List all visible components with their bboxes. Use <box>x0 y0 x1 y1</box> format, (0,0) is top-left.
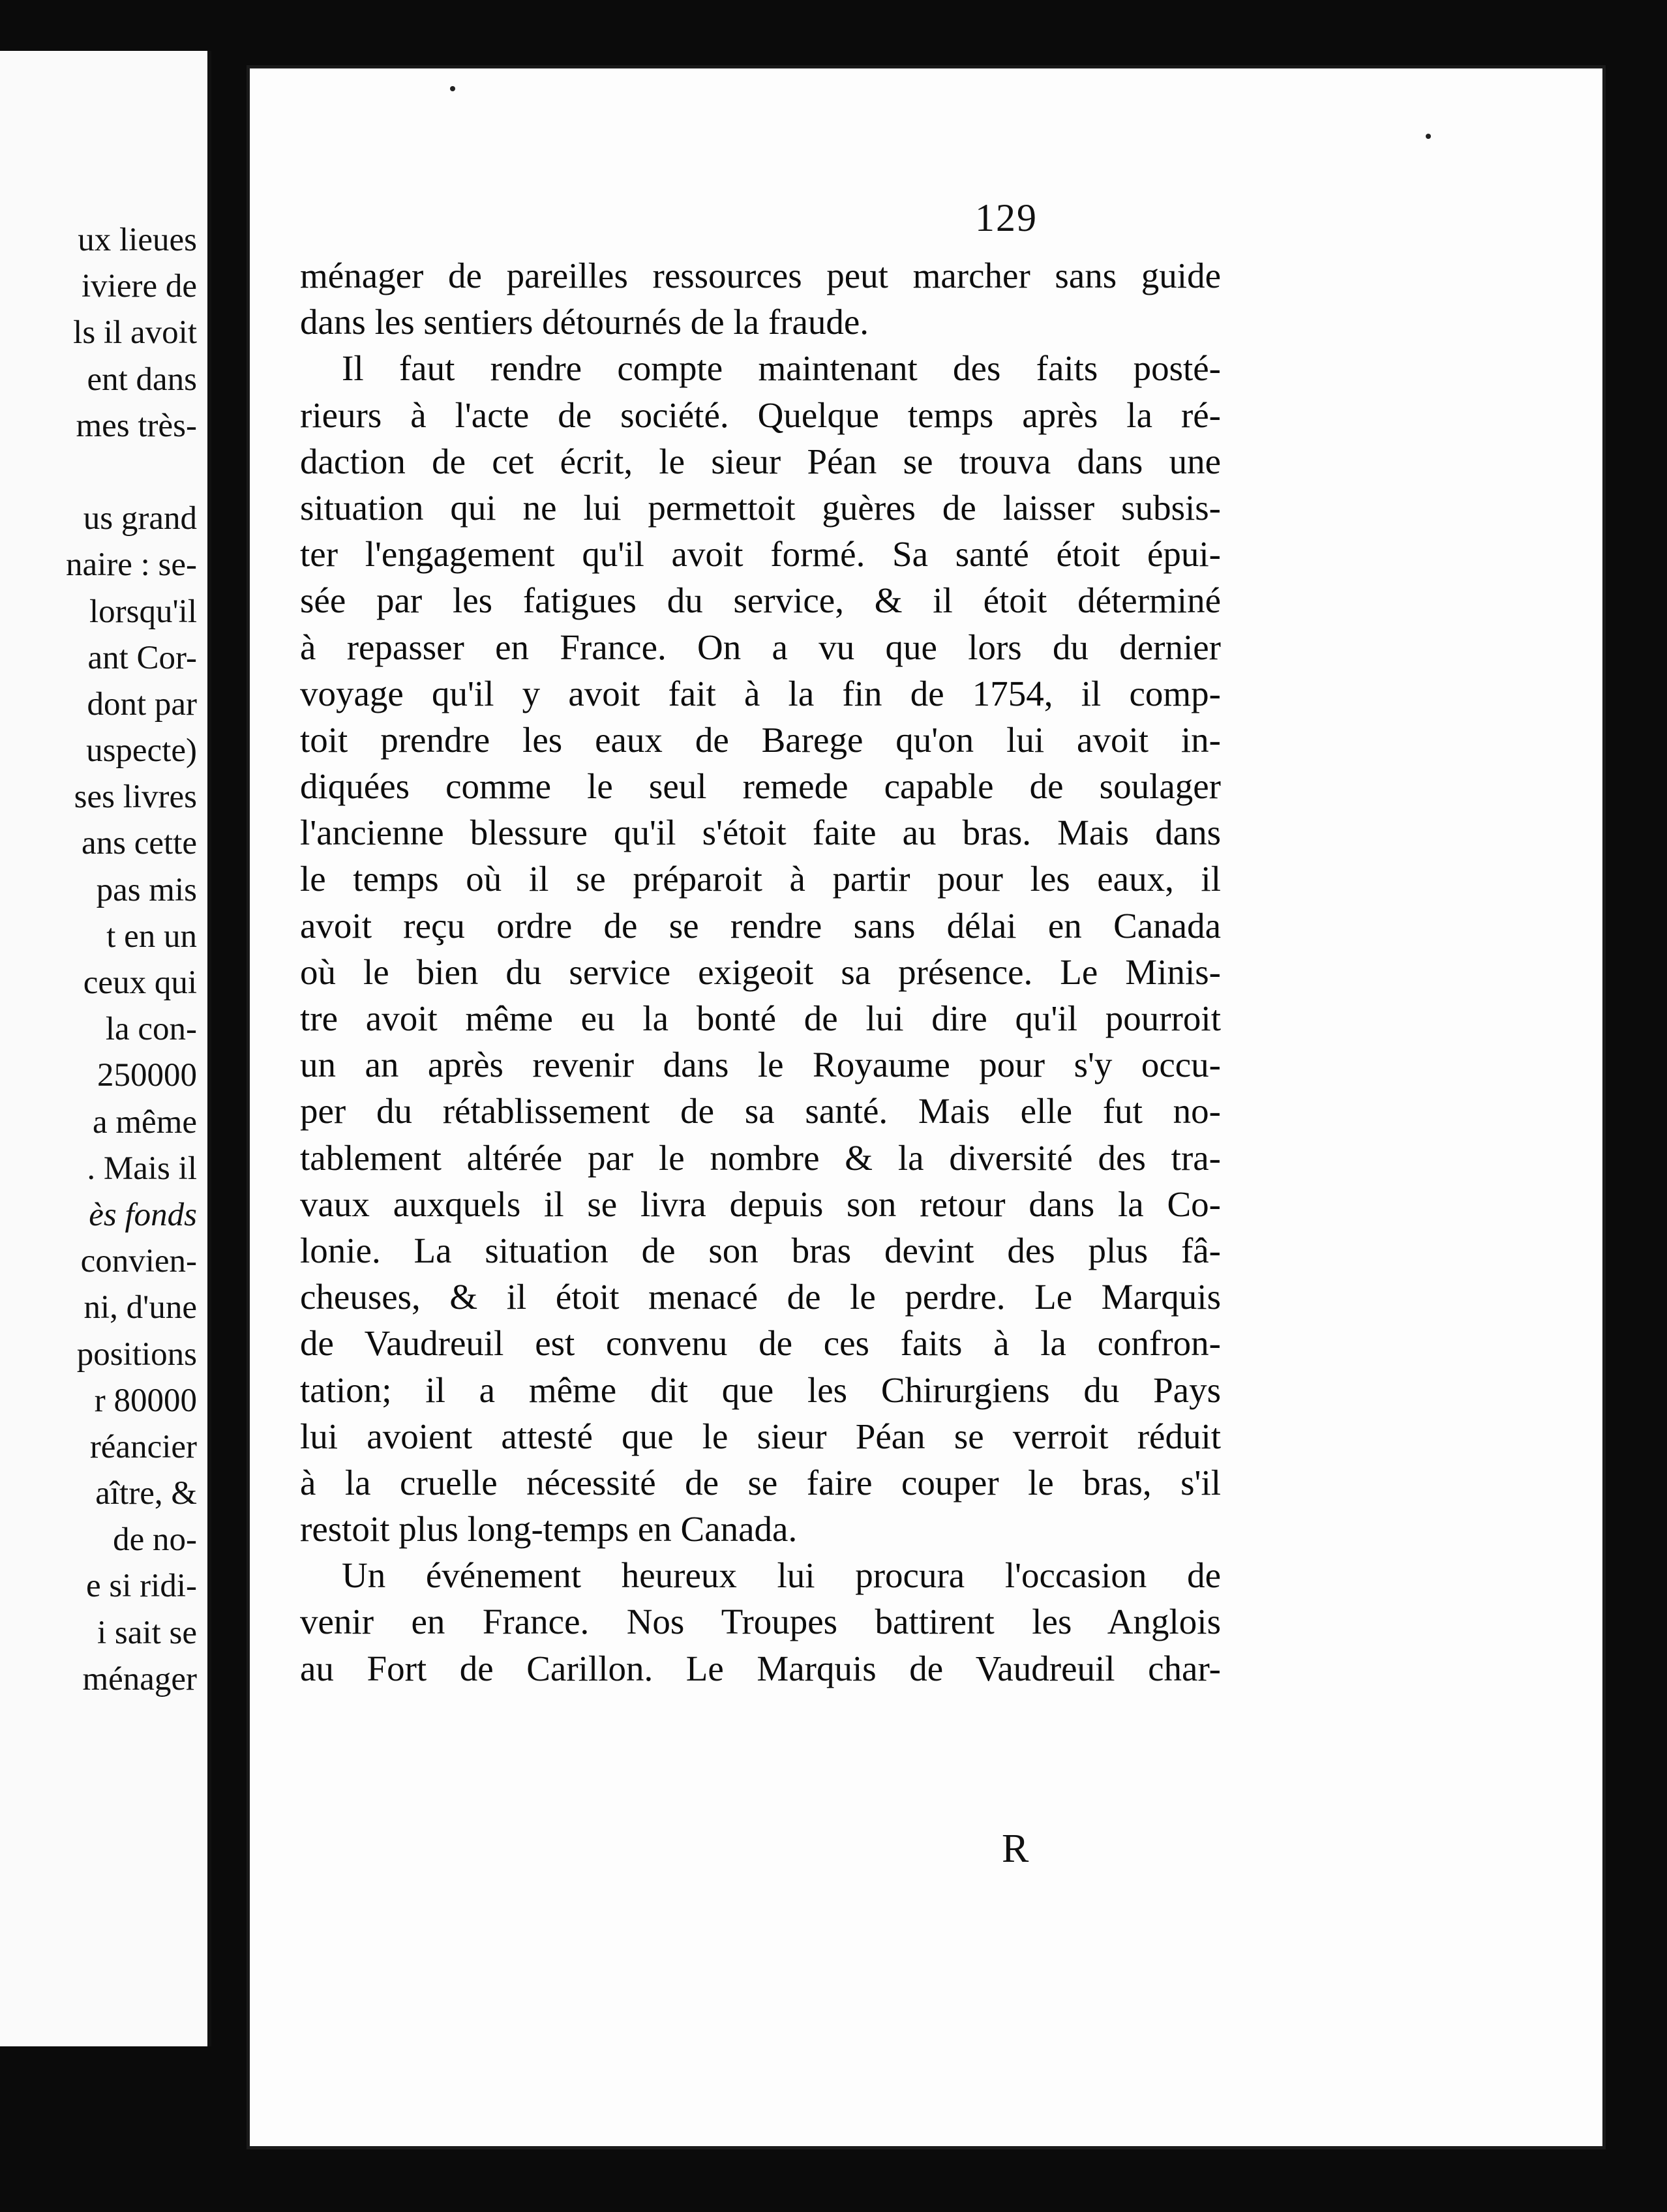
left-page-line: uspecte) <box>86 732 197 770</box>
left-page-line: positions <box>76 1336 197 1373</box>
text-line: à la cruelle nécessité de se faire couper le bras, s'il <box>300 1462 1221 1502</box>
left-page-line: ls il avoit <box>73 314 197 351</box>
left-page-line: ni, d'une <box>83 1289 197 1326</box>
scan-speck <box>1426 134 1431 139</box>
text-line: rieurs à l'acte de société. Quelque temps après la ré- <box>300 395 1221 435</box>
signature-mark: R <box>1002 1827 1029 1871</box>
text-line: le temps où il se préparoit à partir pour les eaux, il <box>300 859 1221 899</box>
text-line: tation; il a même dit que les Chirurgiens du Pays <box>300 1369 1221 1410</box>
text-line: de Vaudreuil est convenu de ces faits à la confron- <box>300 1323 1221 1364</box>
page-number: 129 <box>975 196 1038 239</box>
text-line: ter l'engagement qu'il avoit formé. Sa santé étoit épui- <box>300 534 1221 575</box>
text-line: voyage qu'il y avoit fait à la fin de 1754, il comp- <box>300 673 1221 713</box>
text-line: au Fort de Carillon. Le Marquis de Vaudreuil char- <box>300 1648 1221 1688</box>
main-page <box>247 65 1606 2149</box>
text-line: sée par les fatigues du service, & il étoit déterminé <box>300 580 1221 621</box>
left-page-line: iviere de <box>82 268 197 305</box>
text-line: Il faut rendre compte maintenant des faits posté- <box>342 348 1221 389</box>
text-line: toit prendre les eaux de Barege qu'on lui avoit in- <box>300 719 1221 760</box>
left-page-line: us grand <box>83 500 197 537</box>
text-line: un an après revenir dans le Royaume pour s'y occu- <box>300 1045 1221 1085</box>
left-page-line: i sait se <box>97 1614 197 1651</box>
text-line: diquées comme le seul remede capable de soulager <box>300 766 1221 807</box>
text-line: cheuses, & il étoit menacé de le perdre. Le Marquis <box>300 1277 1221 1317</box>
left-page-line: ceux qui <box>83 964 197 1001</box>
text-line: venir en France. Nos Troupes battirent les Anglois <box>300 1602 1221 1642</box>
left-page-line: ses livres <box>74 779 197 816</box>
text-line: tre avoit même eu la bonté de lui dire qu'il pourroit <box>300 998 1221 1038</box>
left-page-text <box>1 217 197 1703</box>
text-line: daction de cet écrit, le sieur Péan se trouva dans une <box>300 441 1221 481</box>
left-page-line: 250000 <box>97 1057 197 1094</box>
left-page-line: r 80000 <box>94 1382 197 1419</box>
left-page-line: pas mis <box>96 871 197 908</box>
text-line: avoit reçu ordre de se rendre sans délai en Canada <box>300 905 1221 946</box>
text-line: vaux auxquels il se livra depuis son retour dans la Co- <box>300 1184 1221 1224</box>
left-page-line: e si ridi- <box>86 1568 197 1605</box>
left-page-line: convien- <box>80 1243 197 1280</box>
text-line: ménager de pareilles ressources peut marcher sans guide <box>300 256 1221 295</box>
text-line: à repasser en France. On a vu que lors du dernier <box>300 627 1221 667</box>
left-page-line: naire : se- <box>65 546 197 584</box>
text-line: tablement altérée par le nombre & la diversité des tra- <box>300 1137 1221 1178</box>
left-page-line: ès fonds <box>89 1196 197 1233</box>
left-page-line: a même <box>93 1103 197 1141</box>
scan-speck <box>450 86 455 91</box>
body-text <box>300 252 1221 1692</box>
left-page-line: la con- <box>105 1011 197 1048</box>
left-page-line: mes très- <box>76 407 197 444</box>
left-page-line: t en un <box>106 918 197 955</box>
left-page-line: . Mais il <box>87 1150 197 1187</box>
left-facing-page <box>0 51 211 2046</box>
text-line: restoit plus long-temps en Canada. <box>300 1509 798 1549</box>
left-page-line: ux lieues <box>78 222 197 258</box>
text-line: Un événement heureux lui procura l'occasion de <box>342 1555 1221 1596</box>
left-page-line: ent dans <box>87 361 197 398</box>
left-page-line <box>1 449 197 496</box>
left-page-line: aître, & <box>95 1475 197 1512</box>
left-page-line: lorsqu'il <box>89 593 197 630</box>
text-line: per du rétablissement de sa santé. Mais elle fut no- <box>300 1091 1221 1131</box>
left-page-line: dont par <box>87 685 197 723</box>
left-page-line: ant Cor- <box>87 639 197 676</box>
text-line: lonie. La situation de son bras devint des plus fâ- <box>300 1230 1221 1270</box>
left-page-line: ans cette <box>82 825 197 862</box>
left-page-line: ménager <box>82 1660 197 1697</box>
text-line: situation qui ne lui permettoit guères de laisser subsis- <box>300 487 1221 528</box>
left-page-line: réancier <box>89 1428 197 1465</box>
left-page-line: de no- <box>113 1521 197 1559</box>
text-line: dans les sentiers détournés de la fraude. <box>300 302 869 342</box>
text-line: lui avoient attesté que le sieur Péan se verroit réduit <box>300 1416 1221 1456</box>
text-line: l'ancienne blessure qu'il s'étoit faite au bras. Mais dans <box>300 813 1221 853</box>
text-line: où le bien du service exigeoit sa présence. Le Minis- <box>300 951 1221 992</box>
